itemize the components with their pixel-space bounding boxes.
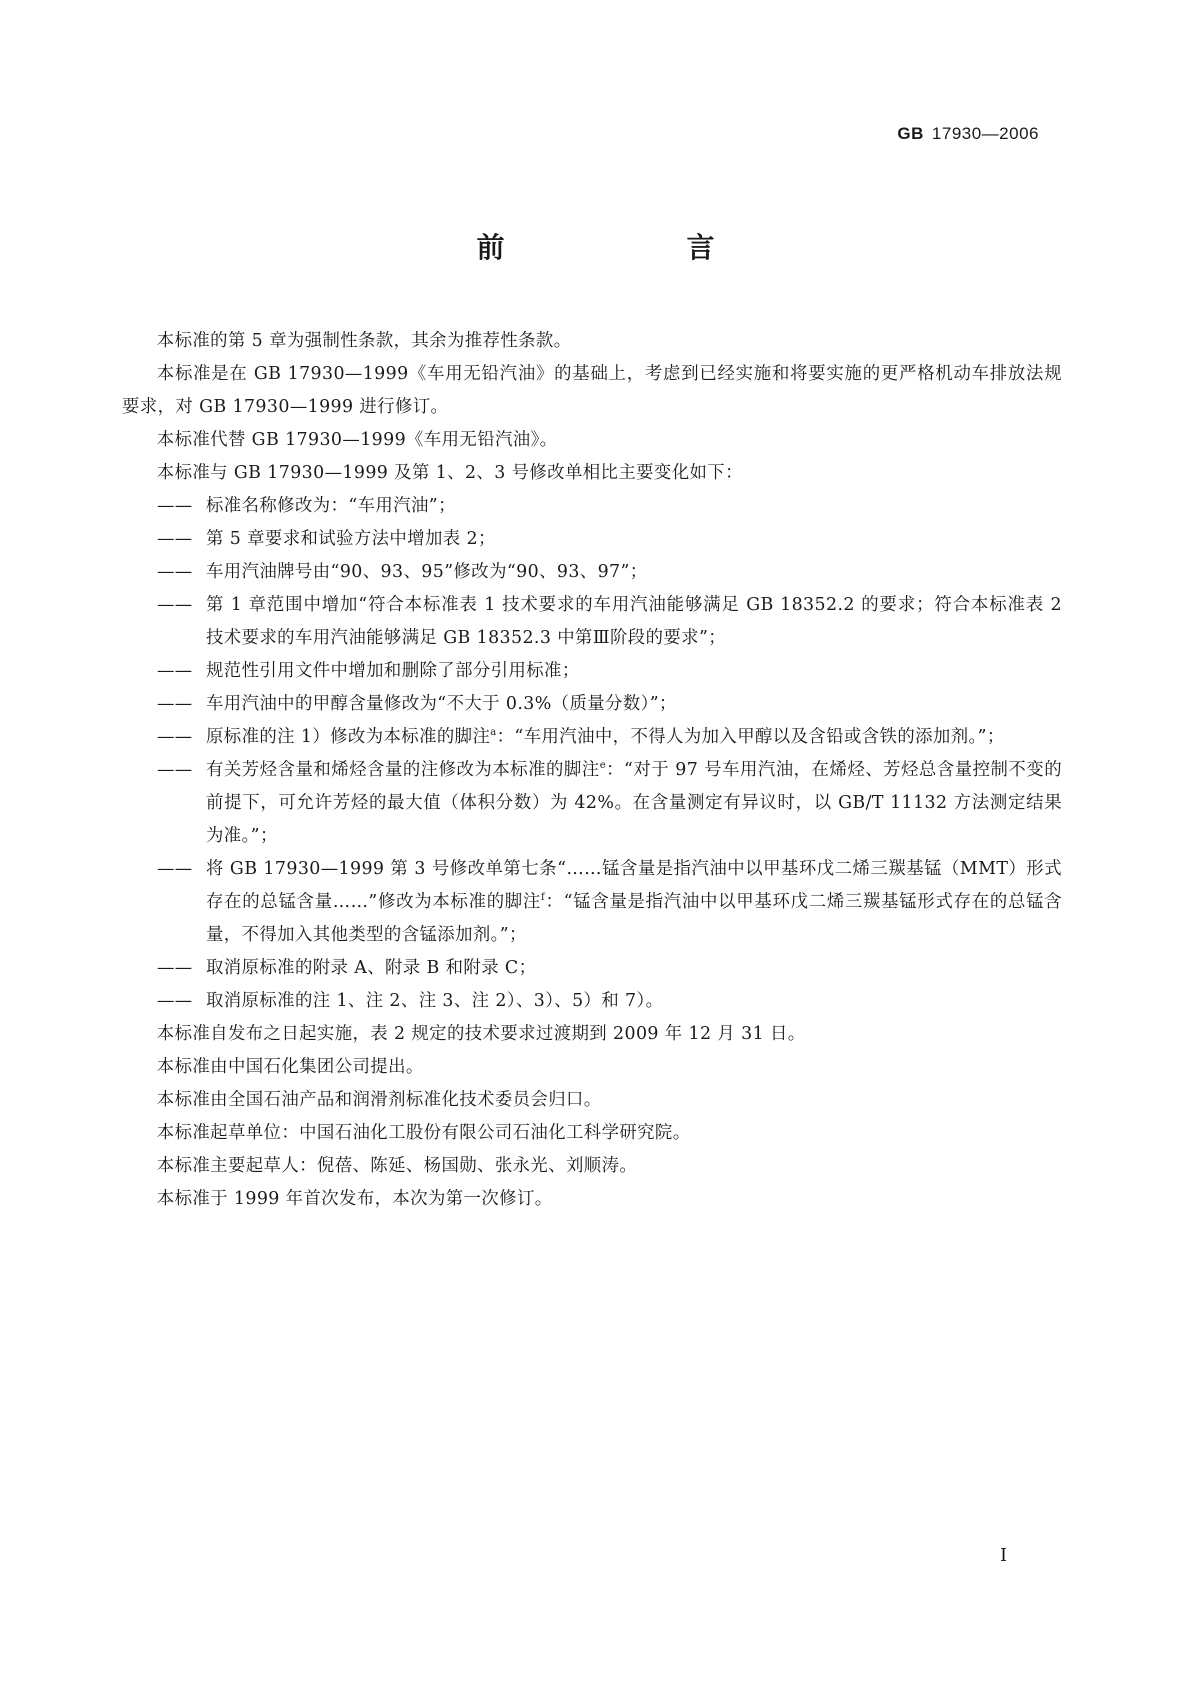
change-text: 第 5 章要求和试验方法中增加表 2； bbox=[206, 529, 496, 549]
standard-number: 17930—2006 bbox=[931, 124, 1039, 143]
change-item bbox=[122, 952, 1062, 985]
change-text: 标准名称修改为：“车用汽油”； bbox=[206, 496, 456, 516]
change-item bbox=[122, 688, 1062, 721]
paragraph-technical-committee: 本标准由全国石油产品和润滑剂标准化技术委员会归口。 bbox=[156, 1090, 602, 1110]
change-item bbox=[122, 721, 1062, 754]
change-text: 有关芳烃含量和烯烃含量的注修改为本标准的脚注 bbox=[206, 760, 600, 780]
change-item bbox=[122, 853, 1062, 952]
paragraph-proposer: 本标准由中国石化集团公司提出。 bbox=[156, 1057, 424, 1077]
change-text: 取消原标准的附录 A、附录 B 和附录 C； bbox=[206, 958, 537, 978]
paragraph-drafters: 本标准主要起草人：倪蓓、陈延、杨国勋、张永光、刘顺涛。 bbox=[156, 1156, 638, 1176]
paragraph-changes-intro: 本标准与 GB 17930—1999 及第 1、2、3 号修改单相比主要变化如下： bbox=[156, 463, 743, 483]
page-number: I bbox=[1000, 1545, 1008, 1566]
change-text: 规范性引用文件中增加和删除了部分引用标准； bbox=[206, 661, 580, 681]
footnote-marker: f bbox=[541, 892, 546, 904]
paragraph-mandatory-clause: 本标准的第 5 章为强制性条款，其余为推荐性条款。 bbox=[156, 331, 572, 351]
paragraph-effective-date: 本标准自发布之日起实施，表 2 规定的技术要求过渡期到 2009 年 12 月 31 日。 bbox=[156, 1024, 806, 1044]
dash-marker: —— bbox=[157, 661, 193, 681]
change-item bbox=[122, 589, 1062, 655]
change-text: 取消原标准的注 1、注 2、注 3、注 2）、3）、5）和 7）。 bbox=[206, 991, 664, 1011]
change-item bbox=[122, 655, 1062, 688]
dash-marker: —— bbox=[157, 595, 193, 615]
change-item bbox=[122, 754, 1062, 853]
change-text: 第 1 章范围中增加“符合本标准表 1 技术要求的车用汽油能够满足 GB 18352.2 的要求；符合本标准表 2 技术要求的车用汽油能够满足 GB 18352.3 中第Ⅲ阶段的要求”； bbox=[206, 595, 1062, 648]
dash-marker: —— bbox=[157, 958, 193, 978]
change-item bbox=[122, 556, 1062, 589]
change-text: ：“锰含量是指汽油中以甲基环戊二烯三羰基锰形式存在的总锰含量，不得加入其他类型的含锰添加剂。”； bbox=[206, 892, 1062, 945]
dash-marker: —— bbox=[157, 727, 193, 747]
dash-marker: —— bbox=[157, 694, 193, 714]
paragraph-drafting-unit: 本标准起草单位：中国石油化工股份有限公司石油化工科学研究院。 bbox=[156, 1123, 691, 1143]
dash-marker: —— bbox=[157, 496, 193, 516]
standard-code bbox=[897, 124, 1039, 144]
dash-marker: —— bbox=[157, 991, 193, 1011]
paragraph-replaces: 本标准代替 GB 17930—1999《车用无铅汽油》。 bbox=[156, 430, 558, 450]
change-item bbox=[122, 985, 1062, 1018]
footnote-marker: e bbox=[599, 760, 607, 772]
change-text: 原标准的注 1）修改为本标准的脚注 bbox=[206, 727, 491, 747]
dash-marker: —— bbox=[157, 562, 193, 582]
dash-marker: —— bbox=[157, 760, 193, 780]
change-text: 车用汽油中的甲醇含量修改为“不大于 0.3%（质量分数）”； bbox=[206, 694, 677, 714]
change-text: ：“车用汽油中，不得人为加入甲醇以及含铅或含铁的添加剂。”； bbox=[496, 727, 1005, 747]
standard-prefix: GB bbox=[897, 124, 924, 143]
footnote-marker: a bbox=[490, 727, 497, 739]
page-title: 前 言 bbox=[476, 231, 757, 264]
change-item bbox=[122, 490, 1062, 523]
dash-marker: —— bbox=[157, 529, 193, 549]
change-text: 将 GB 17930—1999 第 3 号修改单第七条“……锰含量是指汽油中以甲基环戊二烯三羰基锰（MMT）形式存在的总锰含量……”修改为本标准的脚注 bbox=[206, 859, 1062, 912]
paragraph-history: 本标准于 1999 年首次发布，本次为第一次修订。 bbox=[156, 1189, 553, 1209]
change-text: 车用汽油牌号由“90、93、95”修改为“90、93、97”； bbox=[206, 562, 648, 582]
change-item bbox=[122, 523, 1062, 556]
change-text: ：“对于 97 号车用汽油，在烯烃、芳烃总含量控制不变的前提下，可允许芳烃的最大值（体积分数）为 42%。在含量测定有异议时，以 GB/T 11132 方法测定结果为准。”； bbox=[206, 760, 1062, 846]
foreword-body bbox=[122, 325, 1062, 1216]
dash-marker: —— bbox=[157, 859, 193, 879]
paragraph-revision-basis: 本标准是在 GB 17930—1999《车用无铅汽油》的基础上，考虑到已经实施和将要实施的更严格机动车排放法规要求，对 GB 17930—1999 进行修订。 bbox=[122, 364, 1062, 417]
